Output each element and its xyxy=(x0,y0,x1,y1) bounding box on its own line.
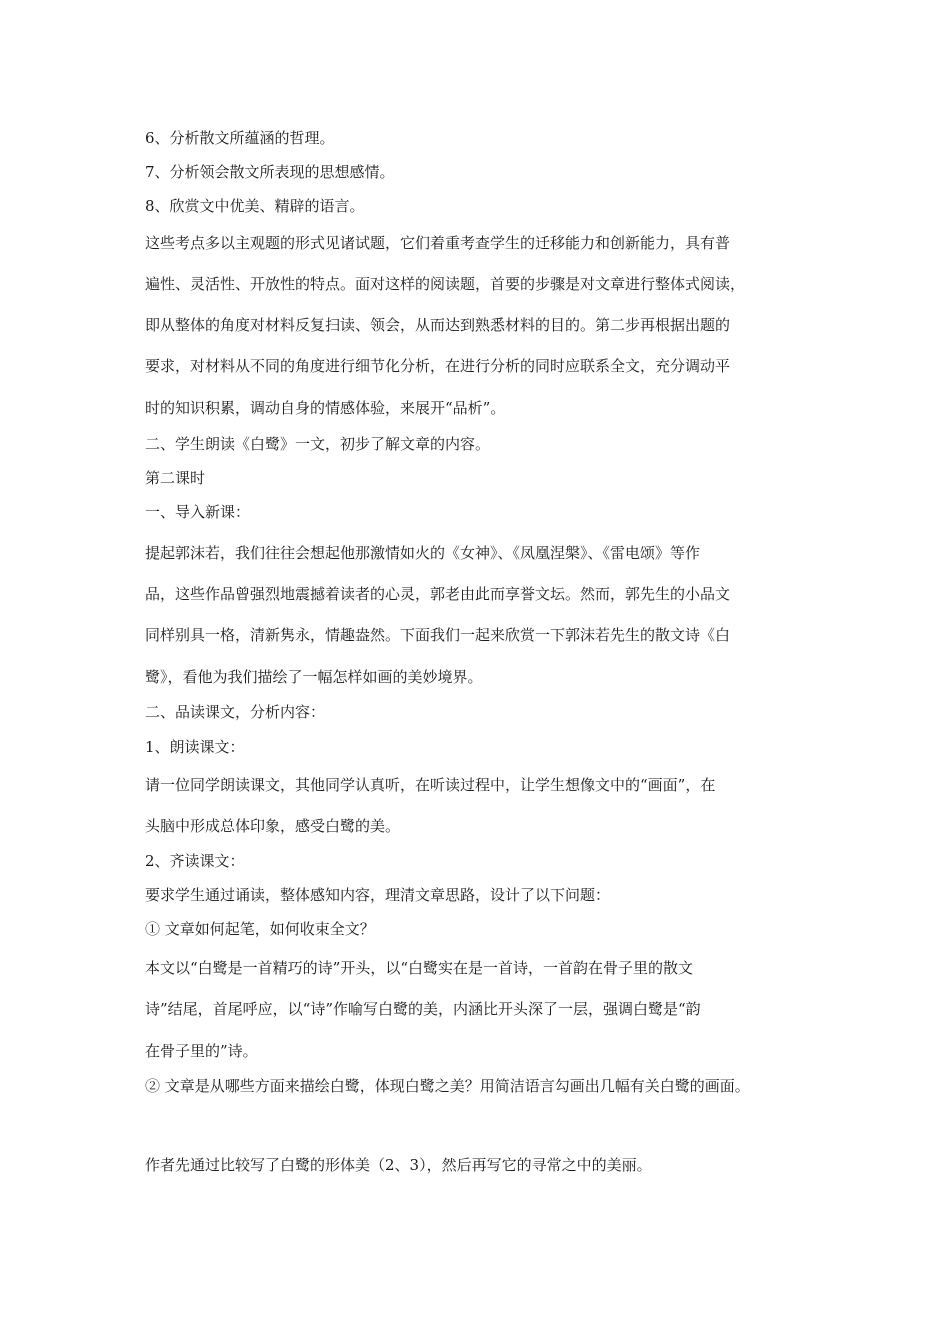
paragraph-line: 同样别具一格，清新隽永，情趣盎然。下面我们一起来欣赏一下郭沫若先生的散文诗《白 xyxy=(145,626,731,644)
paragraph-line: 作者先通过比较写了白鹭的形体美（2、3），然后再写它的寻常之中的美丽。 xyxy=(145,1156,652,1174)
question-line: ① 文章如何起笔，如何收束全文？ xyxy=(145,920,375,938)
subsection-heading: 2、齐读课文： xyxy=(145,852,245,870)
question-line: ② 文章是从哪些方面来描绘白鹭，体现白鹭之美？用简洁语言勾画出几幅有关白鹭的画面。 xyxy=(145,1077,750,1095)
paragraph-line: 即从整体的角度对材料反复扫读、领会，从而达到熟悉材料的目的。第二步再根据出题的 xyxy=(145,316,731,334)
paragraph-line: 鹭》，看他为我们描绘了一幅怎样如画的美妙境界。 xyxy=(145,668,483,686)
text-line: 7、分析领会散文所表现的思想感情。 xyxy=(145,163,395,181)
lesson-heading: 第二课时 xyxy=(145,469,206,487)
paragraph-line: 在骨子里的”诗。 xyxy=(145,1042,258,1060)
paragraph-line: 提起郭沫若，我们往往会想起他那激情如火的《女神》、《凤凰涅槃》、《雷电颂》等作 xyxy=(145,544,701,562)
section-heading: 二、品读课文，分析内容： xyxy=(145,703,326,721)
paragraph-line: 本文以“白鹭是一首精巧的诗”开头，以“白鹭实在是一首诗，一首韵在骨子里的散文 xyxy=(145,959,694,977)
paragraph-line: 时的知识积累，调动自身的情感体验，来展开“品析”。 xyxy=(145,399,506,417)
paragraph-line: 要求，对材料从不同的角度进行细节化分析，在进行分析的同时应联系全文，充分调动平 xyxy=(145,357,731,375)
section-heading: 二、学生朗读《白鹭》一文，初步了解文章的内容。 xyxy=(145,435,491,453)
paragraph-line: 诗”结尾，首尾呼应，以“诗”作喻写白鹭的美，内涵比开头深了一层，强调白鹭是“韵 xyxy=(145,1000,701,1018)
text-line: 8、欣赏文中优美、精辟的语言。 xyxy=(145,197,365,215)
paragraph-line: 头脑中形成总体印象，感受白鹭的美。 xyxy=(145,817,401,835)
paragraph-line: 遍性、灵活性、开放性的特点。面对这样的阅读题，首要的步骤是对文章进行整体式阅读， xyxy=(145,275,746,293)
subsection-heading: 1、朗读课文： xyxy=(145,738,245,756)
text-line: 6、分析散文所蕴涵的哲理。 xyxy=(145,129,335,147)
section-heading: 一、导入新课： xyxy=(145,503,251,521)
paragraph-line: 要求学生通过诵读，整体感知内容，理清文章思路，设计了以下问题： xyxy=(145,886,611,904)
paragraph-line: 这些考点多以主观题的形式见诸试题，它们着重考查学生的迁移能力和创新能力，具有普 xyxy=(145,234,731,252)
paragraph-line: 请一位同学朗读课文，其他同学认真听，在听读过程中，让学生想像文中的“画面”，在 xyxy=(145,776,716,794)
paragraph-line: 品，这些作品曾强烈地震撼着读者的心灵，郭老由此而享誉文坛。然而，郭先生的小品文 xyxy=(145,585,731,603)
